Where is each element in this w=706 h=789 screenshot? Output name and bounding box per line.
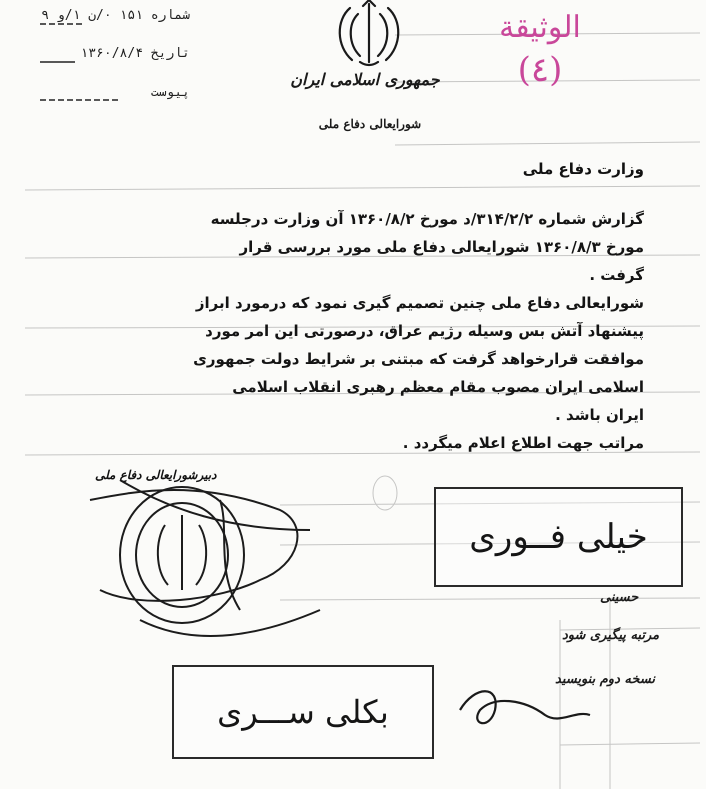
label-word: الوثيقة bbox=[499, 10, 581, 45]
margin-note: مرتبه پیگیری شود bbox=[562, 628, 660, 643]
letter-line: گزارش شماره ۳۱۴/۲/۲/د مورخ ۱۳۶۰/۸/۲ آن وزارت درجلسه bbox=[210, 210, 644, 228]
letterhead-country: جمهوری اسلامی ایران bbox=[290, 70, 440, 89]
letterhead-council: شورایعالی دفاع ملی bbox=[318, 117, 422, 131]
meta-date: تاریخ ۱۳۶۰/۸/۴ bbox=[80, 46, 190, 61]
meta-number: شماره ۱۵۱ ۰/ن ۱/و ۹ bbox=[41, 8, 190, 23]
iran-emblem-icon bbox=[330, 0, 408, 68]
letter-line: پیشنهاد آتش بس وسیله رژیم عراق، درصورتی این امر مورد bbox=[205, 322, 644, 340]
letter-line: مراتب جهت اطلاع اعلام میگردد . bbox=[402, 434, 644, 452]
urgent-stamp bbox=[434, 487, 683, 587]
document-number-label bbox=[470, 8, 610, 92]
letter-line: اسلامی ایران مصوب مقام معظم رهبری انقلاب اسلامی bbox=[232, 378, 644, 396]
letter-line: مورخ ۱۳۶۰/۸/۳ شورایعالی دفاع ملی مورد بررسی قرار bbox=[239, 238, 644, 256]
signature-title: دبیرشورایعالی دفاع ملی bbox=[95, 468, 217, 482]
label-number: (٤) bbox=[517, 50, 563, 90]
secret-stamp bbox=[172, 665, 434, 759]
letter-line: ایران باشد . bbox=[555, 406, 644, 424]
meta-dash-lines bbox=[40, 22, 150, 112]
meta-enclosure: پیوست bbox=[150, 85, 190, 100]
secret-stamp-text: بکلی ســـری bbox=[217, 693, 389, 731]
letter-line: موافقت قرارخواهد گرفت که مبتنی بر شرایط دولت جمهوری bbox=[193, 350, 644, 368]
margin-note: نسخه دوم بنویسید bbox=[555, 672, 655, 687]
margin-note: حسینی bbox=[600, 590, 639, 605]
handwritten-signature-icon bbox=[455, 680, 595, 740]
letter-line: شورایعالی دفاع ملی چنین تصمیم گیری نمود که درمورد ابراز bbox=[195, 294, 644, 312]
urgent-stamp-text: خیلی فــوری bbox=[469, 517, 648, 557]
letter-addressee: وزارت دفاع ملی bbox=[522, 160, 644, 178]
official-seal-icon bbox=[80, 470, 340, 670]
letter-line: گرفت . bbox=[589, 266, 644, 284]
